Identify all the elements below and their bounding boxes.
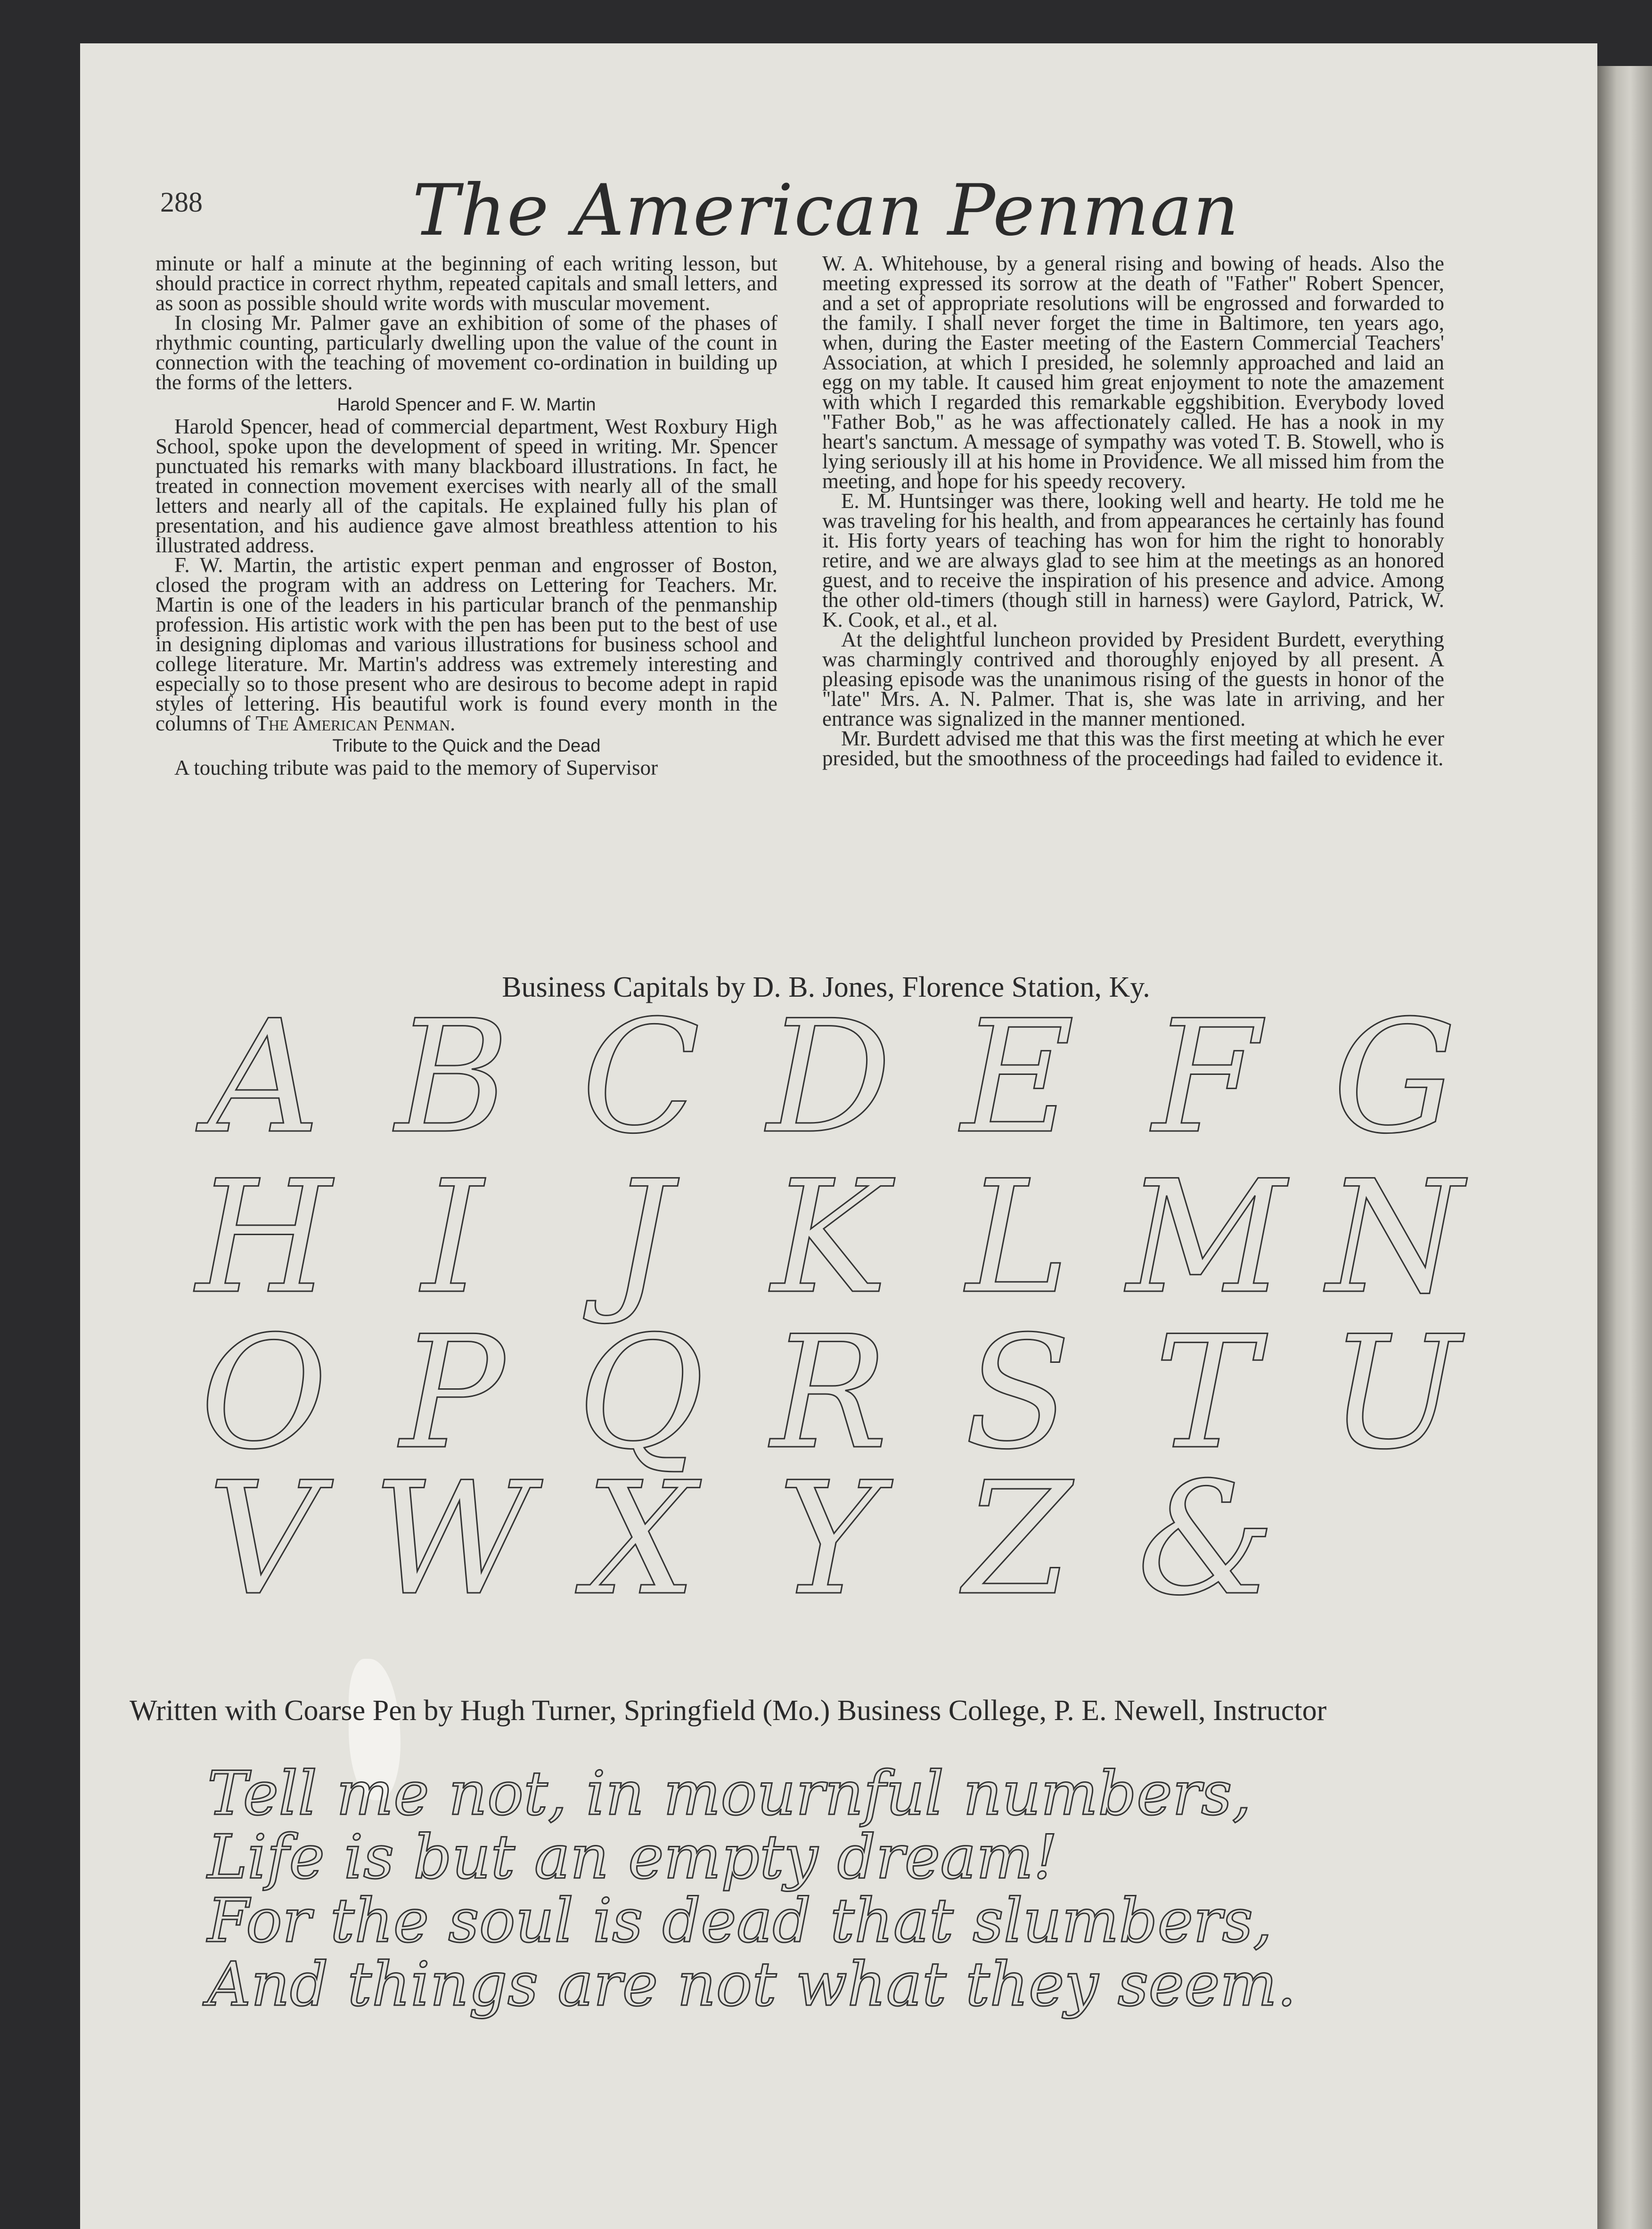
verse-line: For the soul is dead that slumbers, <box>207 1886 1272 1956</box>
section-heading: Harold Spencer and F. W. Martin <box>337 395 596 415</box>
script-capital-letter: A <box>207 987 320 1168</box>
masthead-title: The American Penman <box>412 170 1240 252</box>
script-capital-letter: E <box>961 987 1075 1168</box>
paragraph: minute or half a minute at the beginning of each writing lesson, but should practice in correct rhythm, repeated capitals and small letters, and as soon as possible should write words with muscular movement. <box>155 252 777 315</box>
script-capital-letter: R <box>770 1303 888 1483</box>
verse-caption: Written with Coarse Pen by Hugh Turner, Springfield (Mo.) Business College, P. E. Newell, Instructor <box>130 1695 1327 1727</box>
article-column-left <box>155 254 777 778</box>
script-capital-letter: N <box>1326 1147 1463 1328</box>
script-capital-letter: M <box>1127 1147 1286 1328</box>
paragraph: E. M. Huntsinger was there, looking well and hearty. He told me he was traveling for his health, and from appearances he certainly has found it. His forty years of teaching has won for him the right to honorably retire, and we are always glad to see him at the meetings as an honored guest, and to receive the inspiration of his presence and advice. Among the other old-timers (though still in harness) were Gaylord, Patrick, W. K. Cook, et al., et al. <box>822 489 1444 631</box>
script-capital-letter: F <box>1152 987 1260 1168</box>
script-capital-letter: T <box>1154 1303 1259 1483</box>
script-capital-letter: P <box>400 1303 505 1483</box>
paragraph: Harold Spencer, head of commercial department, West Roxbury High School, spoke upon the development of speed in writing. Mr. Spencer punctuated his remarks with many blackboard illustrations. In fact, he treated in connection movement exercises with nearly all of the small letters and nearly all of the capitals. He explained fully his plan of presentation, and his audience gave almost breathless attention to his illustrated address. <box>155 415 777 557</box>
script-capital-letter: K <box>771 1147 888 1328</box>
script-capital-letter: B <box>395 987 510 1168</box>
paragraph: In closing Mr. Palmer gave an exhibition of some of the phases of rhythmic counting, particularly dwelling upon the value of the count in connection with the teaching of movement co-ordination in building up the forms of the letters. <box>155 311 777 394</box>
script-capital-letter: I <box>421 1147 483 1328</box>
script-capital-letter: Z <box>964 1449 1072 1630</box>
paragraph: W. A. Whitehouse, by a general rising and bowing of heads. Also the meeting expressed its sorrow at the death of "Father" Robert Spencer, and a set of appropriate resolutions will be engrossed and forwarded to the family. I shall never forget the time in Baltimore, ten years ago, when, during the Easter meeting of the Eastern Commercial Teachers' Association, at which I presided, he solemnly approached and laid an egg on my table. It caused him great enjoyment to note the amazement with which I regarded this remarkable eggshibition. Everybody loved "Father Bob," as he was affectionately called. He has a nook in my heart's sanctum. A message of sympathy was voted T. B. Stowell, who is lying seriously ill at his home in Providence. We all missed him from the meeting, and hope for his speedy recovery. <box>822 252 1444 493</box>
verse-line: Tell me not, in mournful numbers, <box>207 1759 1251 1829</box>
paragraph: Mr. Burdett advised me that this was the first meeting at which he ever presided, but the smoothness of the proceedings had failed to evidence it. <box>822 727 1444 770</box>
page-number: 288 <box>160 187 203 218</box>
verse-specimen <box>0 1744 1652 2036</box>
script-capital-letter: V <box>207 1449 320 1630</box>
script-capital-letter: Q <box>577 1303 705 1483</box>
verse-line: Life is but an empty dream! <box>207 1822 1058 1893</box>
script-capital-letter: S <box>964 1303 1071 1483</box>
script-capital-letter: U <box>1329 1303 1461 1483</box>
section-heading: Tribute to the Quick and the Dead <box>332 736 601 756</box>
capitals-caption: Business Capitals by D. B. Jones, Florence Station, Ky. <box>502 971 1150 1003</box>
script-capital-letter: O <box>200 1303 328 1483</box>
paragraph <box>155 555 777 733</box>
paragraph: At the delightful luncheon provided by President Burdett, everything was charmingly contrived and thoroughly enjoyed by all present. A pleasing episode was the unanimous rising of the guests in honor of the "late" Mrs. A. N. Palmer. That is, she was late in arriving, and her entrance was signalized in the manner mentioned. <box>822 628 1444 730</box>
script-capital-letter: G <box>1333 987 1457 1168</box>
paragraph-text: F. W. Martin, the artistic expert penman and engrosser of Boston, closed the program with an address on Lettering for Teachers. Mr. Martin is one of the leaders in his particular branch of the penmanship profession. His artistic work with the pen has been put to the best of use in designing diplomas and various illustrations for business school and college literature. Mr. Martin's address was extremely interesting and especially so to those present who are desirous to become adept in rapid styles of lettering. His beautiful work is found every month in the columns of <box>155 553 777 735</box>
script-capital-letter: Y <box>778 1449 881 1630</box>
script-capital-letter: J <box>609 1147 672 1328</box>
script-capital-letter: C <box>581 987 701 1168</box>
script-capital-letter: & <box>1137 1449 1276 1630</box>
script-capital-letter: W <box>372 1449 532 1630</box>
script-capital-letter: L <box>966 1147 1070 1328</box>
article-column-right <box>822 254 1444 768</box>
script-capital-letter: X <box>585 1449 696 1630</box>
verse-line: And things are not what they seem. <box>207 1950 1296 2020</box>
script-capital-letter: H <box>196 1147 332 1328</box>
script-capital-letter: D <box>767 987 892 1168</box>
paragraph: A touching tribute was paid to the memory of Supervisor <box>174 756 658 779</box>
journal-name: The American Penman. <box>255 712 456 735</box>
